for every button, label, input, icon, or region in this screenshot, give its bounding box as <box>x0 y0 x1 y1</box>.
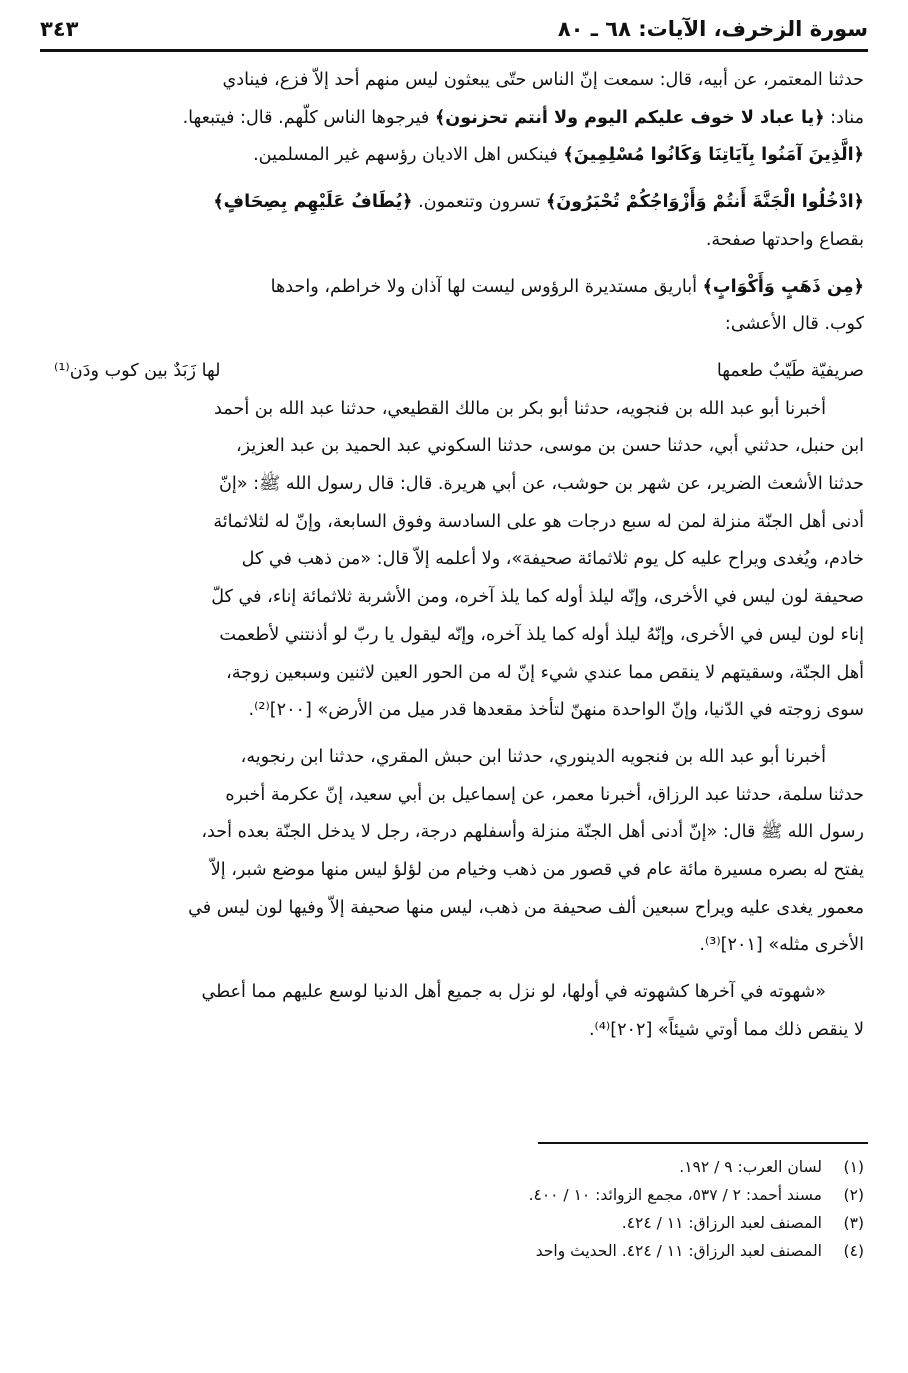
footnote-text: المصنف لعبد الرزاق: ١١ / ٤٢٤. الحديث واحد <box>535 1242 822 1260</box>
text-line: الأخرى مثله» [٢٠١]⁽³⁾. <box>699 935 864 956</box>
text-line: صحيفة لون ليس في الأخرى، وإنّه ليلذ أوله كما يلذ آخره، ومن الأشربة ثلاثمائة إناء، في كلّ <box>211 587 864 608</box>
text-line: حدثنا الأشعث الضرير، عن شهر بن حوشب، عن أبي هريرة. قال: قال رسول الله ﷺ: «إنّ <box>218 474 864 495</box>
header-title: سورة الزخرف، الآيات: ٦٨ ـ ٨٠ <box>557 17 868 41</box>
text-line: إناء لون ليس في الأخرى، وإنّهُ ليلذ أوله كما يلذ آخره، وإنّه ليقول يا ربّ لو أذنتني لأطعمت <box>219 624 864 645</box>
poem-verse <box>44 353 864 391</box>
footnote-text: مسند أحمد: ٢ / ٥٣٧، مجمع الزوائد: ١٠ / ٤٠٠. <box>528 1186 822 1204</box>
footnote-number: (٤) <box>843 1242 864 1260</box>
footnotes <box>44 1153 864 1265</box>
quran-verse: ﴿الَّذِينَ آمَنُوا بِآيَاتِنَا وَكَانُوا مُسْلِمِينَ﴾ <box>563 145 864 166</box>
text-line: يفتح له بصره مسيرة مائة عام في قصور من ذهب وخيام من لؤلؤ ليس منها موضع شبر، إلاّ <box>210 860 864 881</box>
text-line: كوب. قال الأعشى: <box>724 314 864 335</box>
text-line: حدثنا المعتمر، عن أبيه، قال: سمعت إنّ الناس حتّى يبعثون ليس منهم أحد إلاّ فزع، فينادي <box>222 70 864 90</box>
footnote-number: (١) <box>843 1158 864 1176</box>
text-line: معمور يغدى عليه ويراح سبعين ألف صحيفة من ذهب، ليس منها صحيفة إلاّ وفيها لون ليس في <box>188 897 864 918</box>
text-line: ﴿مِن ذَهَبٍ وَأَكْوَابٍ﴾ أباريق مستديرة الرؤوس ليست لها آذان ولا خراطم، واحدها <box>270 276 864 297</box>
text-line: ابن حنبل، حدثني أبي، حدثنا حسن بن موسى، حدثنا السكوني عبد الحميد بن عبد العزيز، <box>235 436 864 457</box>
page-number: ٣٤٣ <box>40 17 79 41</box>
text-line: سوى زوجته في الدّنيا، وإنّ الواحدة منهنّ لتأخذ مقعدها قدر ميل من الأرض» [٢٠٠]⁽²⁾. <box>248 700 864 721</box>
text-line: أخبرنا أبو عبد الله بن فنجويه، حدثنا أبو بكر بن مالك القطيعي، حدثنا عبد الله بن أحمد <box>214 398 826 419</box>
footnote <box>44 1237 864 1265</box>
text-line: «شهوته في آخرها كشهوته في أولها، لو نزل به جميع أهل الدنيا لوسع عليهم مما أعطي <box>201 982 826 1003</box>
text-line: بقصاع واحدتها صفحة. <box>705 229 864 250</box>
footnote-text: لسان العرب: ٩ / ١٩٢. <box>679 1158 822 1176</box>
text-line: رسول الله ﷺ قال: «إنّ أدنى أهل الجنّة منزلة وأسفلهم درجة، رجل لا يدخل الجنّة بعده أحد، <box>201 822 864 843</box>
text-line: ﴿ادْخُلُوا الْجَنَّةَ أَنتُمْ وَأَزْوَاجُكُمْ تُحْبَرُونَ﴾ تسرون وتنعمون. ﴿يُطَافُ عَلَيْهِم بِصِحَافٍ﴾ <box>213 192 864 213</box>
text-line: ﴿الَّذِينَ آمَنُوا بِآيَاتِنَا وَكَانُوا مُسْلِمِينَ﴾ فينكس اهل الاديان رؤسهم غير المسلمين. <box>253 145 864 166</box>
text-line: حدثنا سلمة، حدثنا عبد الرزاق، أخبرنا معمر، عن إسماعيل بن أبي سعيد، إنّ عكرمة أخبره <box>225 784 864 805</box>
header-rule <box>40 49 868 52</box>
footnote <box>44 1181 864 1209</box>
text-line: أهل الجنّة، وسقيتهم لا ينقص مما عندي شيء إنّ له من الحور العين لاثنين وسبعين زوجة، <box>226 662 864 683</box>
text-line: مناد: ﴿يا عباد لا خوف عليكم اليوم ولا أنتم تحزنون﴾ فيرجوها الناس كلّهم. قال: فيتبعها. <box>182 107 864 128</box>
text-line: لا ينقص ذلك مما أوتي شيئاً» [٢٠٢]⁽⁴⁾. <box>588 1019 864 1040</box>
running-header <box>40 10 868 48</box>
footnote <box>44 1153 864 1181</box>
text-line: أدنى أهل الجنّة منزلة لمن له سبع درجات هو على السادسة وفوق السابعة، وإنّ له لثلاثمائة <box>213 511 864 532</box>
footnote-text: المصنف لعبد الرزاق: ١١ / ٤٢٤. <box>621 1214 822 1232</box>
footnote-number: (٢) <box>843 1186 864 1204</box>
poem-hemistich-1: صريفيّة طَيّبٌ طعمها <box>716 360 864 381</box>
quran-verse: ﴿يُطَافُ عَلَيْهِم بِصِحَافٍ﴾ <box>213 192 413 213</box>
footnote <box>44 1209 864 1237</box>
main-text <box>44 62 864 1050</box>
quran-verse: ﴿يا عباد لا خوف عليكم اليوم ولا أنتم تحزنون﴾ <box>434 107 825 128</box>
quran-verse: ﴿ادْخُلُوا الْجَنَّةَ أَنتُمْ وَأَزْوَاجُكُمْ تُحْبَرُونَ﴾ <box>545 192 864 213</box>
footnote-number: (٣) <box>843 1214 864 1232</box>
poem-hemistich-2: لها زَبَدٌ بين كوب ودَن⁽¹⁾ <box>54 360 221 381</box>
footnote-rule <box>538 1142 868 1144</box>
text-line: أخبرنا أبو عبد الله بن فنجويه الدينوري، حدثنا ابن حبش المقري، حدثنا ابن رنجويه، <box>240 746 826 767</box>
quran-verse: ﴿مِن ذَهَبٍ وَأَكْوَابٍ﴾ <box>702 276 864 297</box>
text-line: خادم، ويُغدى ويراح عليه كل يوم ثلاثمائة صحيفة»، ولا أعلمه إلاّ قال: «من ذهب في كل <box>241 549 864 570</box>
